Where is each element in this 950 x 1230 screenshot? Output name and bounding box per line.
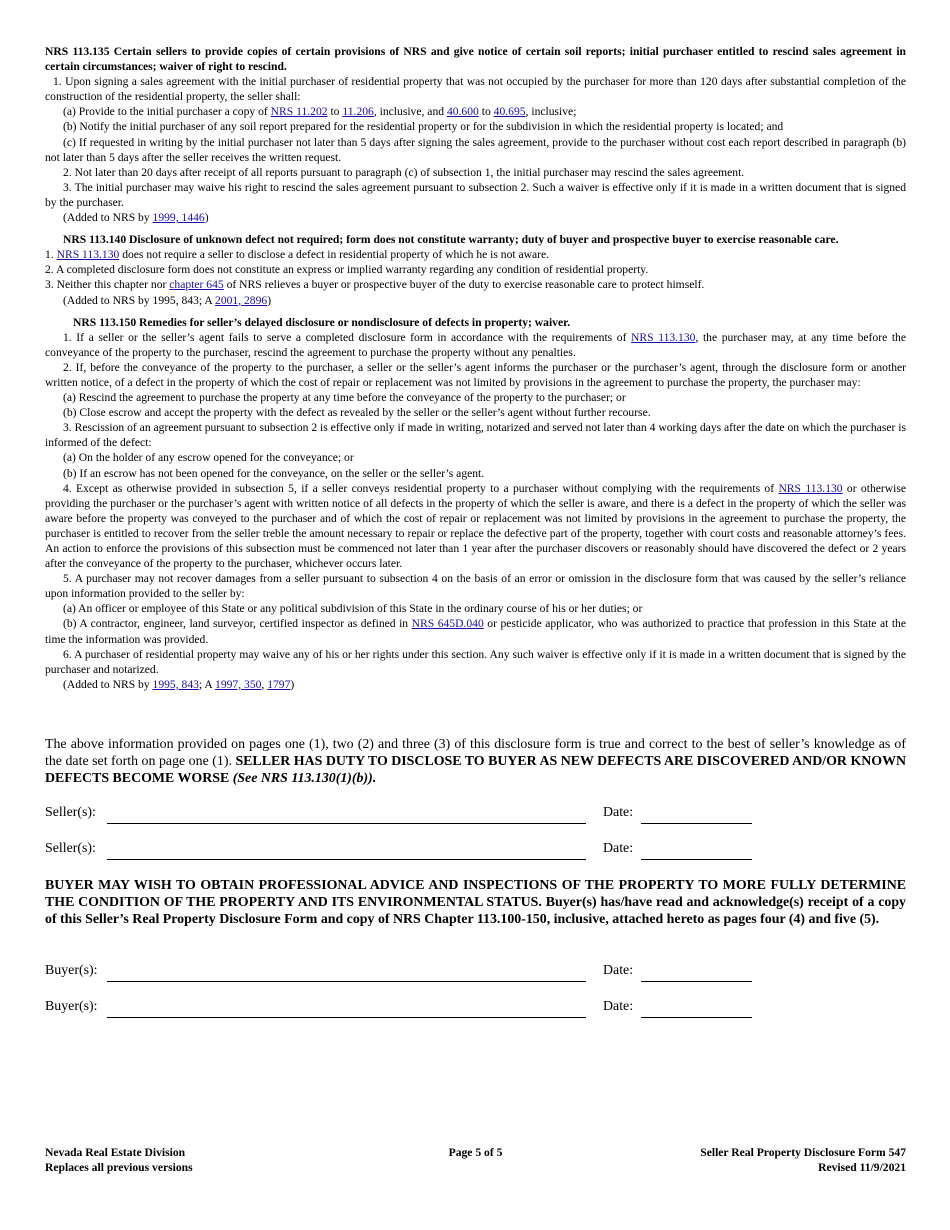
seller-label: Seller(s): (45, 841, 96, 856)
paragraph: 5. A purchaser may not recover damages from a seller pursuant to subsection 4 on the basis of an error or omission in the disclosure form that was caused by the seller’s reliance upon information provided to the seller by: (45, 572, 906, 601)
history-note: (Added to NRS by 1999, 1446) (63, 211, 209, 225)
seller-signature-line[interactable] (107, 859, 586, 860)
buyer-signature-row-1 (45, 963, 765, 983)
document-body (45, 44, 906, 692)
history-note: (Added to NRS by 1995, 843; A 1997, 350, 1797) (63, 677, 295, 691)
buyer-label: Buyer(s): (45, 963, 98, 978)
paragraph: 2. Not later than 20 days after receipt of all reports pursuant to paragraph (c) of subsection 1, the initial purchaser may rescind the sales agreement. (63, 165, 745, 179)
paragraph: (b) Close escrow and accept the property with the defect as revealed by the seller or the seller’s agent without further recourse. (63, 406, 651, 420)
history-link[interactable]: 2001, 2896 (215, 293, 268, 307)
buyer-signature-line[interactable] (107, 1017, 586, 1018)
seller-signature-row-1 (45, 805, 765, 825)
paragraph: 6. A purchaser of residential property may waive any of his or her rights under this section. Any such waiver is effective only if it is made in a written document that is signed by the purchaser and notarized. (45, 647, 906, 676)
nrs-40-695-link[interactable]: 40.695 (493, 105, 526, 119)
nrs-40-600-link[interactable]: 40.600 (446, 105, 479, 119)
nrs-113-130-link[interactable]: NRS 113.130 (778, 481, 843, 495)
paragraph: (b) A contractor, engineer, land surveyor, certified inspector as defined in NRS 645D.040 or pesticide applicator, who was authorized to practice that profession in this State at the time the information was provided. (45, 617, 906, 646)
nrs-11-206-link[interactable]: 11.206 (342, 105, 374, 119)
nrs-113-150-section (45, 315, 906, 692)
history-link[interactable]: 1997, 350 (215, 677, 262, 691)
paragraph: (b) Notify the initial purchaser of any soil report prepared for the residential property or for the subdivision in which the residential property is located; and (63, 120, 784, 134)
history-note: (Added to NRS by 1995, 843; A 2001, 2896) (63, 293, 272, 307)
paragraph: 1. If a seller or the seller’s agent fails to serve a completed disclosure form in accordance with the requirements of NRS 113.130, the purchaser may, at any time before the conveyance of the property to the purchaser, rescind the agreement to purchase the property without any penalties. (45, 330, 906, 359)
footer-left (45, 1145, 193, 1175)
buyer-signature-line[interactable] (107, 981, 586, 982)
chapter-645-link[interactable]: chapter 645 (169, 278, 224, 292)
buyer-date-line[interactable] (641, 1017, 752, 1018)
date-label: Date: (603, 841, 634, 856)
seller-date-line[interactable] (641, 823, 752, 824)
footer-right (700, 1145, 906, 1175)
history-link[interactable]: 1999, 1446 (152, 211, 205, 225)
history-link[interactable]: 1797 (267, 677, 291, 691)
nrs-113-140-section (45, 232, 906, 307)
date-label: Date: (603, 963, 634, 978)
date-label: Date: (603, 999, 634, 1014)
section-heading: NRS 113.135 Certain sellers to provide copies of certain provisions of NRS and give notice of certain soil reports; initial purchaser entitled to rescind sales agreement in certain circumstances; waiver of right to rescind. (45, 45, 906, 74)
seller-date-line[interactable] (641, 859, 752, 860)
paragraph: 3. Neither this chapter nor chapter 645 of NRS relieves a buyer or prospective buyer of the duty to exercise reasonable care to protect himself. (45, 278, 705, 292)
buyer-signature-row-2 (45, 999, 765, 1019)
agency-name: Nevada Real Estate Division (45, 1146, 186, 1159)
paragraph: 1. Upon signing a sales agreement with the initial purchaser of residential property that was not occupied by the purchaser for more than 120 days after substantial completion of the construction of the residential property, the seller shall: (45, 75, 906, 104)
paragraph: (b) If an escrow has not been opened for the conveyance, on the seller or the seller’s agent. (63, 466, 485, 480)
paragraph: (a) An officer or employee of this State or any political subdivision of this State in the ordinary course of his or her duties; or (63, 602, 643, 616)
paragraph: 2. A completed disclosure form does not constitute an express or implied warranty regarding any condition of residential property. (45, 263, 649, 277)
paragraph: (a) Provide to the initial purchaser a copy of NRS 11.202 to 11.206, inclusive, and 40.600 to 40.695, inclusive; (63, 105, 577, 119)
paragraph: 1. NRS 113.130 does not require a seller to disclose a defect in residential property of which he is not aware. (45, 248, 550, 262)
form-name: Seller Real Property Disclosure Form 547 (700, 1146, 906, 1159)
paragraph: (a) Rescind the agreement to purchase the property at any time before the conveyance of the property to the purchaser; or (63, 391, 626, 405)
paragraph: 2. If, before the conveyance of the property to the purchaser, a seller or the seller’s agent informs the purchaser or the purchaser’s agent, through the disclosure form or another written notice, of a defect in the property of which the cost of repair or replacement was not limited by provisions in the agreement to purchase the property, the purchaser may: (45, 360, 906, 389)
section-heading: NRS 113.140 Disclosure of unknown defect not required; form does not constitute warranty; duty of buyer and prospective buyer to exercise reasonable care. (63, 233, 839, 247)
paragraph: 3. Rescission of an agreement pursuant to subsection 2 is effective only if made in writing, notarized and served not later than 4 working days after the date on which the purchaser is informed of the defect: (45, 421, 906, 450)
paragraph: 4. Except as otherwise provided in subsection 5, if a seller conveys residential property to a purchaser without complying with the requirements of NRS 113.130 or otherwise providing the purchaser or the purchaser’s agent with written notice of all defects in the property of which the seller is aware, and there is a defect in the property of which the seller was aware before the property was conveyed to the purchaser and of which the cost of repair or replacement was not limited by provisions in the agreement to purchase the property, the purchaser is entitled to recover from the seller treble the amount necessary to repair or replace the defective part of the property, together with court costs and reasonable attorney’s fees. An action to enforce the provisions of this subsection must be commenced not later than 1 year after the purchaser discovers or reasonably should have discovered the defect or 2 years after the conveyance of the property to the purchaser, whichever occurs later. (45, 481, 907, 571)
nrs-11-202-link[interactable]: NRS 11.202 (270, 105, 328, 119)
history-link[interactable]: 1995, 843 (152, 677, 199, 691)
nrs-113-135-section (45, 44, 906, 225)
version-note: Replaces all previous versions (45, 1161, 193, 1174)
section-heading: NRS 113.150 Remedies for seller’s delayed disclosure or nondisclosure of defects in property; waiver. (73, 315, 571, 329)
paragraph: (a) On the holder of any escrow opened for the conveyance; or (63, 451, 354, 465)
nrs-645d-040-link[interactable]: NRS 645D.040 (411, 617, 484, 631)
buyer-notice: BUYER MAY WISH TO OBTAIN PROFESSIONAL ADVICE AND INSPECTIONS OF THE PROPERTY TO MORE FULLY DETERMINE THE CONDITION OF THE PROPERTY AND ITS ENVIRONMENTAL STATUS. Buyer(s) has/have read and acknowledge(s) receipt of a copy of this Seller’s Real Property Disclosure Form and copy of NRS Chapter 113.100-150, inclusive, attached hereto as pages four (4) and five (5). (45, 878, 906, 927)
seller-label: Seller(s): (45, 805, 96, 820)
paragraph: (c) If requested in writing by the initial purchaser not later than 5 days after signing the sales agreement, provide to the purchaser without cost each report described in paragraph (b) not later than 5 days after the seller receives the written request. (45, 135, 906, 164)
buyer-label: Buyer(s): (45, 999, 98, 1014)
date-label: Date: (603, 805, 634, 820)
paragraph: 3. The initial purchaser may waive his right to rescind the sales agreement pursuant to subsection 2. Such a waiver is effective only if it is made in a written document that is signed by the purchaser. (45, 180, 906, 209)
page-number: Page 5 of 5 (448, 1146, 503, 1159)
buyer-date-line[interactable] (641, 981, 752, 982)
revision-date: Revised 11/9/2021 (818, 1161, 906, 1174)
seller-signature-row-2 (45, 841, 765, 861)
seller-signature-line[interactable] (107, 823, 586, 824)
nrs-113-130-link[interactable]: NRS 113.130 (631, 330, 696, 344)
nrs-113-130-link[interactable]: NRS 113.130 (56, 248, 120, 262)
seller-certification: The above information provided on pages one (1), two (2) and three (3) of this disclosure form is true and correct to the best of seller’s knowledge as of the date set forth on page one (1). SELLER HAS DUTY TO DISCLOSE TO BUYER AS NEW DEFECTS ARE DISCOVERED AND/OR KNOWN DEFECTS BECOME WORSE (See NRS 113.130(1)(b)). (45, 737, 907, 786)
